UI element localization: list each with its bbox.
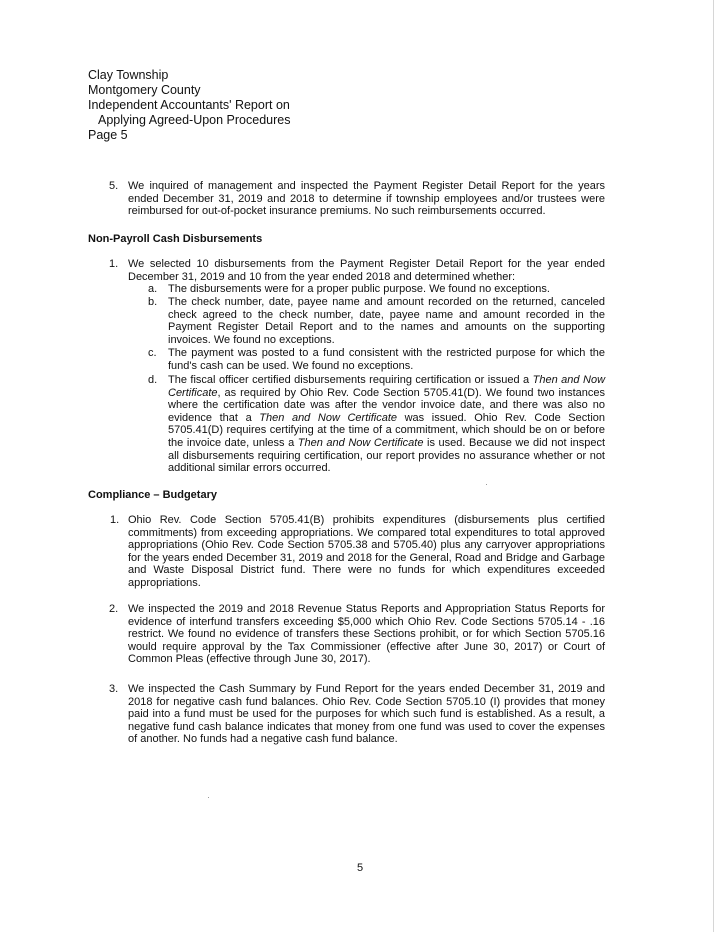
np-sub-c-letter: c.: [148, 347, 157, 359]
section-heading-non-payroll: Non-Payroll Cash Disbursements: [88, 233, 263, 245]
page-edge-line: [713, 0, 714, 932]
bud-item-3-number: 3.: [109, 683, 119, 695]
np-sub-d-part3: was issued. Ohio Rev. Code Section 5705.41(D) requires certifying at the time of a commitment, which should be on or before the invoice date, unless a: [168, 411, 606, 449]
header-report-subtitle: Applying Agreed-Upon Procedures: [98, 113, 291, 127]
np-sub-d-part4: is used. Because we did not inspect all disbursements requiring certification, our report provides no assurance whether or not additional similar errors occurred.: [168, 436, 605, 475]
np-sub-d-part2: , as required by Ohio Rev. Code Section 5705.41(D). We found two instances where the certification date was after the vendor invoice date, and there was also no evidence that a: [168, 386, 605, 424]
scan-speck: [208, 797, 209, 798]
np-item-1-number: 1.: [109, 258, 119, 270]
np-item-1-text: We selected 10 disbursements from the Payment Register Detail Report for the year ended December 31, 2019 and 10 from the year ended 2018 and determined whether:: [128, 258, 605, 283]
then-and-now-certificate-term-1: Then and Now Certificate: [168, 374, 606, 399]
np-sub-d-text: [168, 374, 605, 475]
np-sub-c-text: The payment was posted to a fund consistent with the restricted purpose for which the fund's cash can be used. We found no exceptions.: [168, 347, 605, 372]
bud-item-2-text: We inspected the 2019 and 2018 Revenue Status Reports and Appropriation Status Reports for evidence of interfund transfers exceeding $5,000 which Ohio Rev. Code Sections 5705.14 - .16 restrict. We found no evidence of transfers these Sections prohibit, or for which Section 5705.16 would require approval by the Tax Commissioner (effective after June 30, 2017) or Court of Common Pleas (effective through June 30, 2017).: [128, 603, 605, 666]
section-heading-budgetary: Compliance – Budgetary: [88, 489, 217, 501]
bud-item-1-text: Ohio Rev. Code Section 5705.41(B) prohibits expenditures (disbursements plus certified commitments) from exceeding appropriations. We compared total expenditures to total approved appropriations (Ohio Rev. Code Section 5705.38 and 5705.40) plus any carryover appropriations for the years ended December 31, 2019 and 2018 for the General, Road and Bridge and Garbage and Waste Disposal District fund. There were no funds for which expenditures exceeded appropriations.: [128, 514, 605, 589]
bud-item-3-text: We inspected the Cash Summary by Fund Report for the years ended December 31, 2019 and 2018 for negative cash fund balances. Ohio Rev. Code Section 5705.10 (I) provides that money paid into a fund must be used for the purposes for which such fund is established. As a result, a negative fund cash balance indicates that money from one fund was used to cover the expenses of another. No funds had a negative cash fund balance.: [128, 683, 605, 746]
page-number: 5: [356, 862, 364, 874]
header-page-label: Page 5: [88, 128, 128, 142]
then-and-now-certificate-term-3: Then and Now Certificate: [297, 436, 424, 449]
header-report-title: Independent Accountants' Report on: [88, 98, 290, 112]
np-sub-d-letter: d.: [148, 374, 158, 386]
bud-item-1-number: 1.: [110, 514, 120, 526]
np-sub-b-text: The check number, date, payee name and amount recorded on the returned, canceled check agreed to the check number, date, payee name and amount recorded in the Payment Register Detail Report and to the names and amounts on the supporting invoices. We found no exceptions.: [168, 296, 605, 346]
item-5-text: We inquired of management and inspected the Payment Register Detail Report for the years ended December 31, 2019 and 2018 to determine if township employees and/or trustees were reimbursed for out-of-pocket insurance premiums. No such reimbursements occurred.: [128, 180, 605, 218]
np-sub-a-text: The disbursements were for a proper public purpose. We found no exceptions.: [168, 283, 550, 295]
np-sub-a-letter: a.: [148, 283, 158, 295]
item-5-number: 5.: [109, 180, 119, 192]
np-sub-d-part1: The fiscal officer certified disbursements requiring certification or issued a: [168, 374, 533, 386]
scan-speck: [486, 484, 487, 485]
report-header: [88, 68, 290, 143]
then-and-now-certificate-term-2: Then and Now Certificate: [259, 411, 398, 424]
header-township: Clay Township: [88, 68, 169, 82]
bud-item-2-number: 2.: [109, 603, 119, 615]
np-sub-b-letter: b.: [148, 296, 158, 308]
header-county: Montgomery County: [88, 83, 201, 97]
